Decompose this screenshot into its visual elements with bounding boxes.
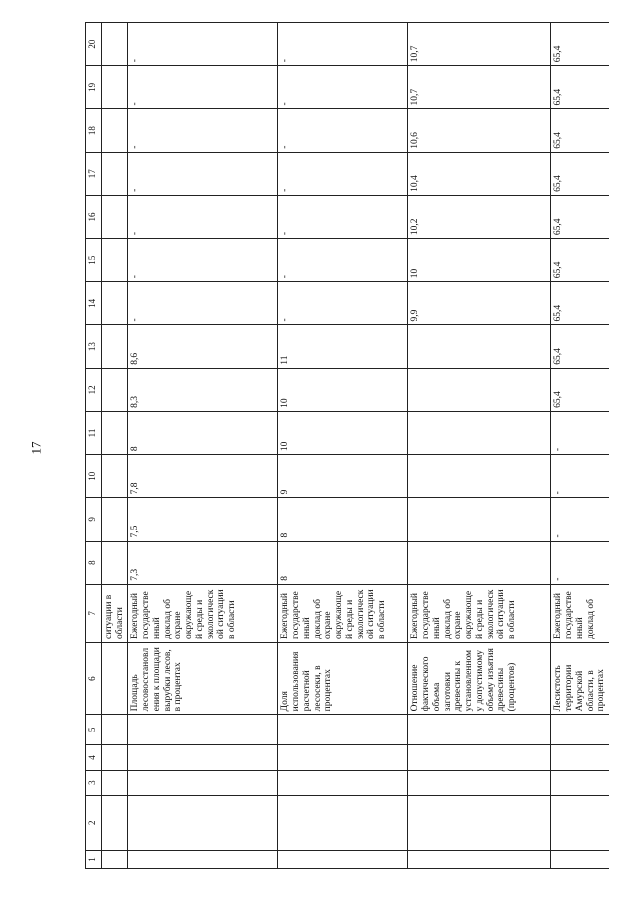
table-cell <box>102 368 128 411</box>
table-row <box>102 23 128 869</box>
value-cell: 8 <box>128 411 278 454</box>
value-cell: 65,4 <box>551 66 609 109</box>
table-cell <box>551 770 609 795</box>
table-cell <box>128 770 278 795</box>
header-cell: 1 <box>86 850 102 868</box>
header-cell: 4 <box>86 745 102 770</box>
value-cell: 65,4 <box>551 368 609 411</box>
value-cell <box>408 498 551 541</box>
value-cell: - <box>278 66 408 109</box>
table-cell: ситуации в области <box>102 584 128 642</box>
value-cell: - <box>128 23 278 66</box>
table-cell <box>102 795 128 850</box>
table-cell <box>408 715 551 745</box>
table-cell <box>102 715 128 745</box>
indicator-cell: Площадь лесовосстановления к площади вырубки лесов, в процентах <box>128 642 278 714</box>
value-cell: - <box>278 195 408 238</box>
value-cell: 7,5 <box>128 498 278 541</box>
indicator-cell: Отношение фактического объема заготовки древесины к установленному допустимому объему изъятия древесины (процентов) <box>408 642 551 714</box>
value-cell: 65,4 <box>551 239 609 282</box>
table-cell <box>102 195 128 238</box>
table-cell <box>102 770 128 795</box>
value-cell: 65,4 <box>551 109 609 152</box>
page-number: 17 <box>28 441 44 455</box>
table-row <box>278 23 408 869</box>
header-cell: 19 <box>86 66 102 109</box>
table-cell <box>102 850 128 868</box>
value-cell: - <box>128 109 278 152</box>
table-cell <box>102 66 128 109</box>
value-cell: - <box>278 23 408 66</box>
table-cell <box>102 498 128 541</box>
header-cell: 7 <box>86 584 102 642</box>
table-cell <box>102 239 128 282</box>
table-cell <box>102 109 128 152</box>
table-cell <box>102 325 128 368</box>
table-row <box>408 23 551 869</box>
indicator-cell: Лесистость территории Амурской области, в процентах <box>551 642 609 714</box>
table-cell <box>102 282 128 325</box>
header-cell: 9 <box>86 498 102 541</box>
value-cell: 8,6 <box>128 325 278 368</box>
value-cell: - <box>278 239 408 282</box>
value-cell: - <box>278 109 408 152</box>
value-cell: 65,4 <box>551 325 609 368</box>
value-cell: 9 <box>278 455 408 498</box>
value-cell: 65,4 <box>551 195 609 238</box>
header-cell: 13 <box>86 325 102 368</box>
table-cell <box>551 715 609 745</box>
value-cell: - <box>278 282 408 325</box>
table-cell <box>102 411 128 454</box>
value-cell: 10,2 <box>408 195 551 238</box>
value-cell: 65,4 <box>551 282 609 325</box>
source-cell: Ежегодный государственный доклад об охране окружающей среды и экологической ситуации в области <box>408 584 551 642</box>
header-row <box>86 23 102 869</box>
header-cell: 17 <box>86 152 102 195</box>
header-cell: 6 <box>86 642 102 714</box>
table-cell <box>278 770 408 795</box>
value-cell <box>408 411 551 454</box>
value-cell: - <box>128 152 278 195</box>
indicators-table <box>85 22 609 869</box>
value-cell <box>408 368 551 411</box>
table-cell <box>102 455 128 498</box>
table-cell <box>551 850 609 868</box>
header-cell: 15 <box>86 239 102 282</box>
source-cell: Ежегодный государственный доклад об <box>551 584 609 642</box>
table-row <box>128 23 278 869</box>
value-cell: 10 <box>278 368 408 411</box>
table-cell <box>278 715 408 745</box>
source-cell: Ежегодный государственный доклад об охране окружающей среды и экологической ситуации в области <box>128 584 278 642</box>
table-cell <box>102 642 128 714</box>
value-cell: 11 <box>278 325 408 368</box>
value-cell <box>408 325 551 368</box>
table-cell <box>102 23 128 66</box>
header-cell: 5 <box>86 715 102 745</box>
table-cell <box>408 745 551 770</box>
value-cell: 8,3 <box>128 368 278 411</box>
value-cell: 8 <box>278 541 408 584</box>
value-cell: - <box>551 455 609 498</box>
table-cell <box>128 745 278 770</box>
indicator-cell: Доля использования расчетной лесосеки, в процентах <box>278 642 408 714</box>
value-cell: - <box>128 282 278 325</box>
value-cell: - <box>551 411 609 454</box>
value-cell: - <box>551 498 609 541</box>
value-cell <box>408 541 551 584</box>
table-cell <box>102 152 128 195</box>
value-cell: - <box>278 152 408 195</box>
value-cell: 7,8 <box>128 455 278 498</box>
table-cell <box>128 850 278 868</box>
header-cell: 8 <box>86 541 102 584</box>
table-cell <box>102 745 128 770</box>
value-cell <box>408 455 551 498</box>
header-cell: 2 <box>86 795 102 850</box>
value-cell: 10,7 <box>408 23 551 66</box>
table-cell <box>278 850 408 868</box>
header-cell: 10 <box>86 455 102 498</box>
value-cell: 10,7 <box>408 66 551 109</box>
value-cell: - <box>128 239 278 282</box>
header-cell: 14 <box>86 282 102 325</box>
source-cell: Ежегодный государственный доклад об охране окружающей среды и экологической ситуации в области <box>278 584 408 642</box>
value-cell: 10,4 <box>408 152 551 195</box>
value-cell: - <box>128 66 278 109</box>
table-cell <box>551 795 609 850</box>
header-cell: 11 <box>86 411 102 454</box>
table-cell <box>408 770 551 795</box>
header-cell: 18 <box>86 109 102 152</box>
value-cell: 7,3 <box>128 541 278 584</box>
table-cell <box>102 541 128 584</box>
value-cell: 65,4 <box>551 152 609 195</box>
value-cell: 65,4 <box>551 23 609 66</box>
table-frame <box>85 22 609 869</box>
value-cell: - <box>551 541 609 584</box>
table-cell <box>408 850 551 868</box>
value-cell: 10 <box>278 411 408 454</box>
value-cell: - <box>128 195 278 238</box>
table-cell <box>128 795 278 850</box>
value-cell: 10,6 <box>408 109 551 152</box>
header-cell: 12 <box>86 368 102 411</box>
table-cell <box>278 745 408 770</box>
header-cell: 3 <box>86 770 102 795</box>
table-cell <box>551 745 609 770</box>
header-cell: 16 <box>86 195 102 238</box>
table-row <box>551 23 609 869</box>
value-cell: 8 <box>278 498 408 541</box>
header-cell: 20 <box>86 23 102 66</box>
value-cell: 9,9 <box>408 282 551 325</box>
table-cell <box>408 795 551 850</box>
value-cell: 10 <box>408 239 551 282</box>
rotated-table-container <box>85 22 609 869</box>
table-cell <box>128 715 278 745</box>
table-cell <box>278 795 408 850</box>
